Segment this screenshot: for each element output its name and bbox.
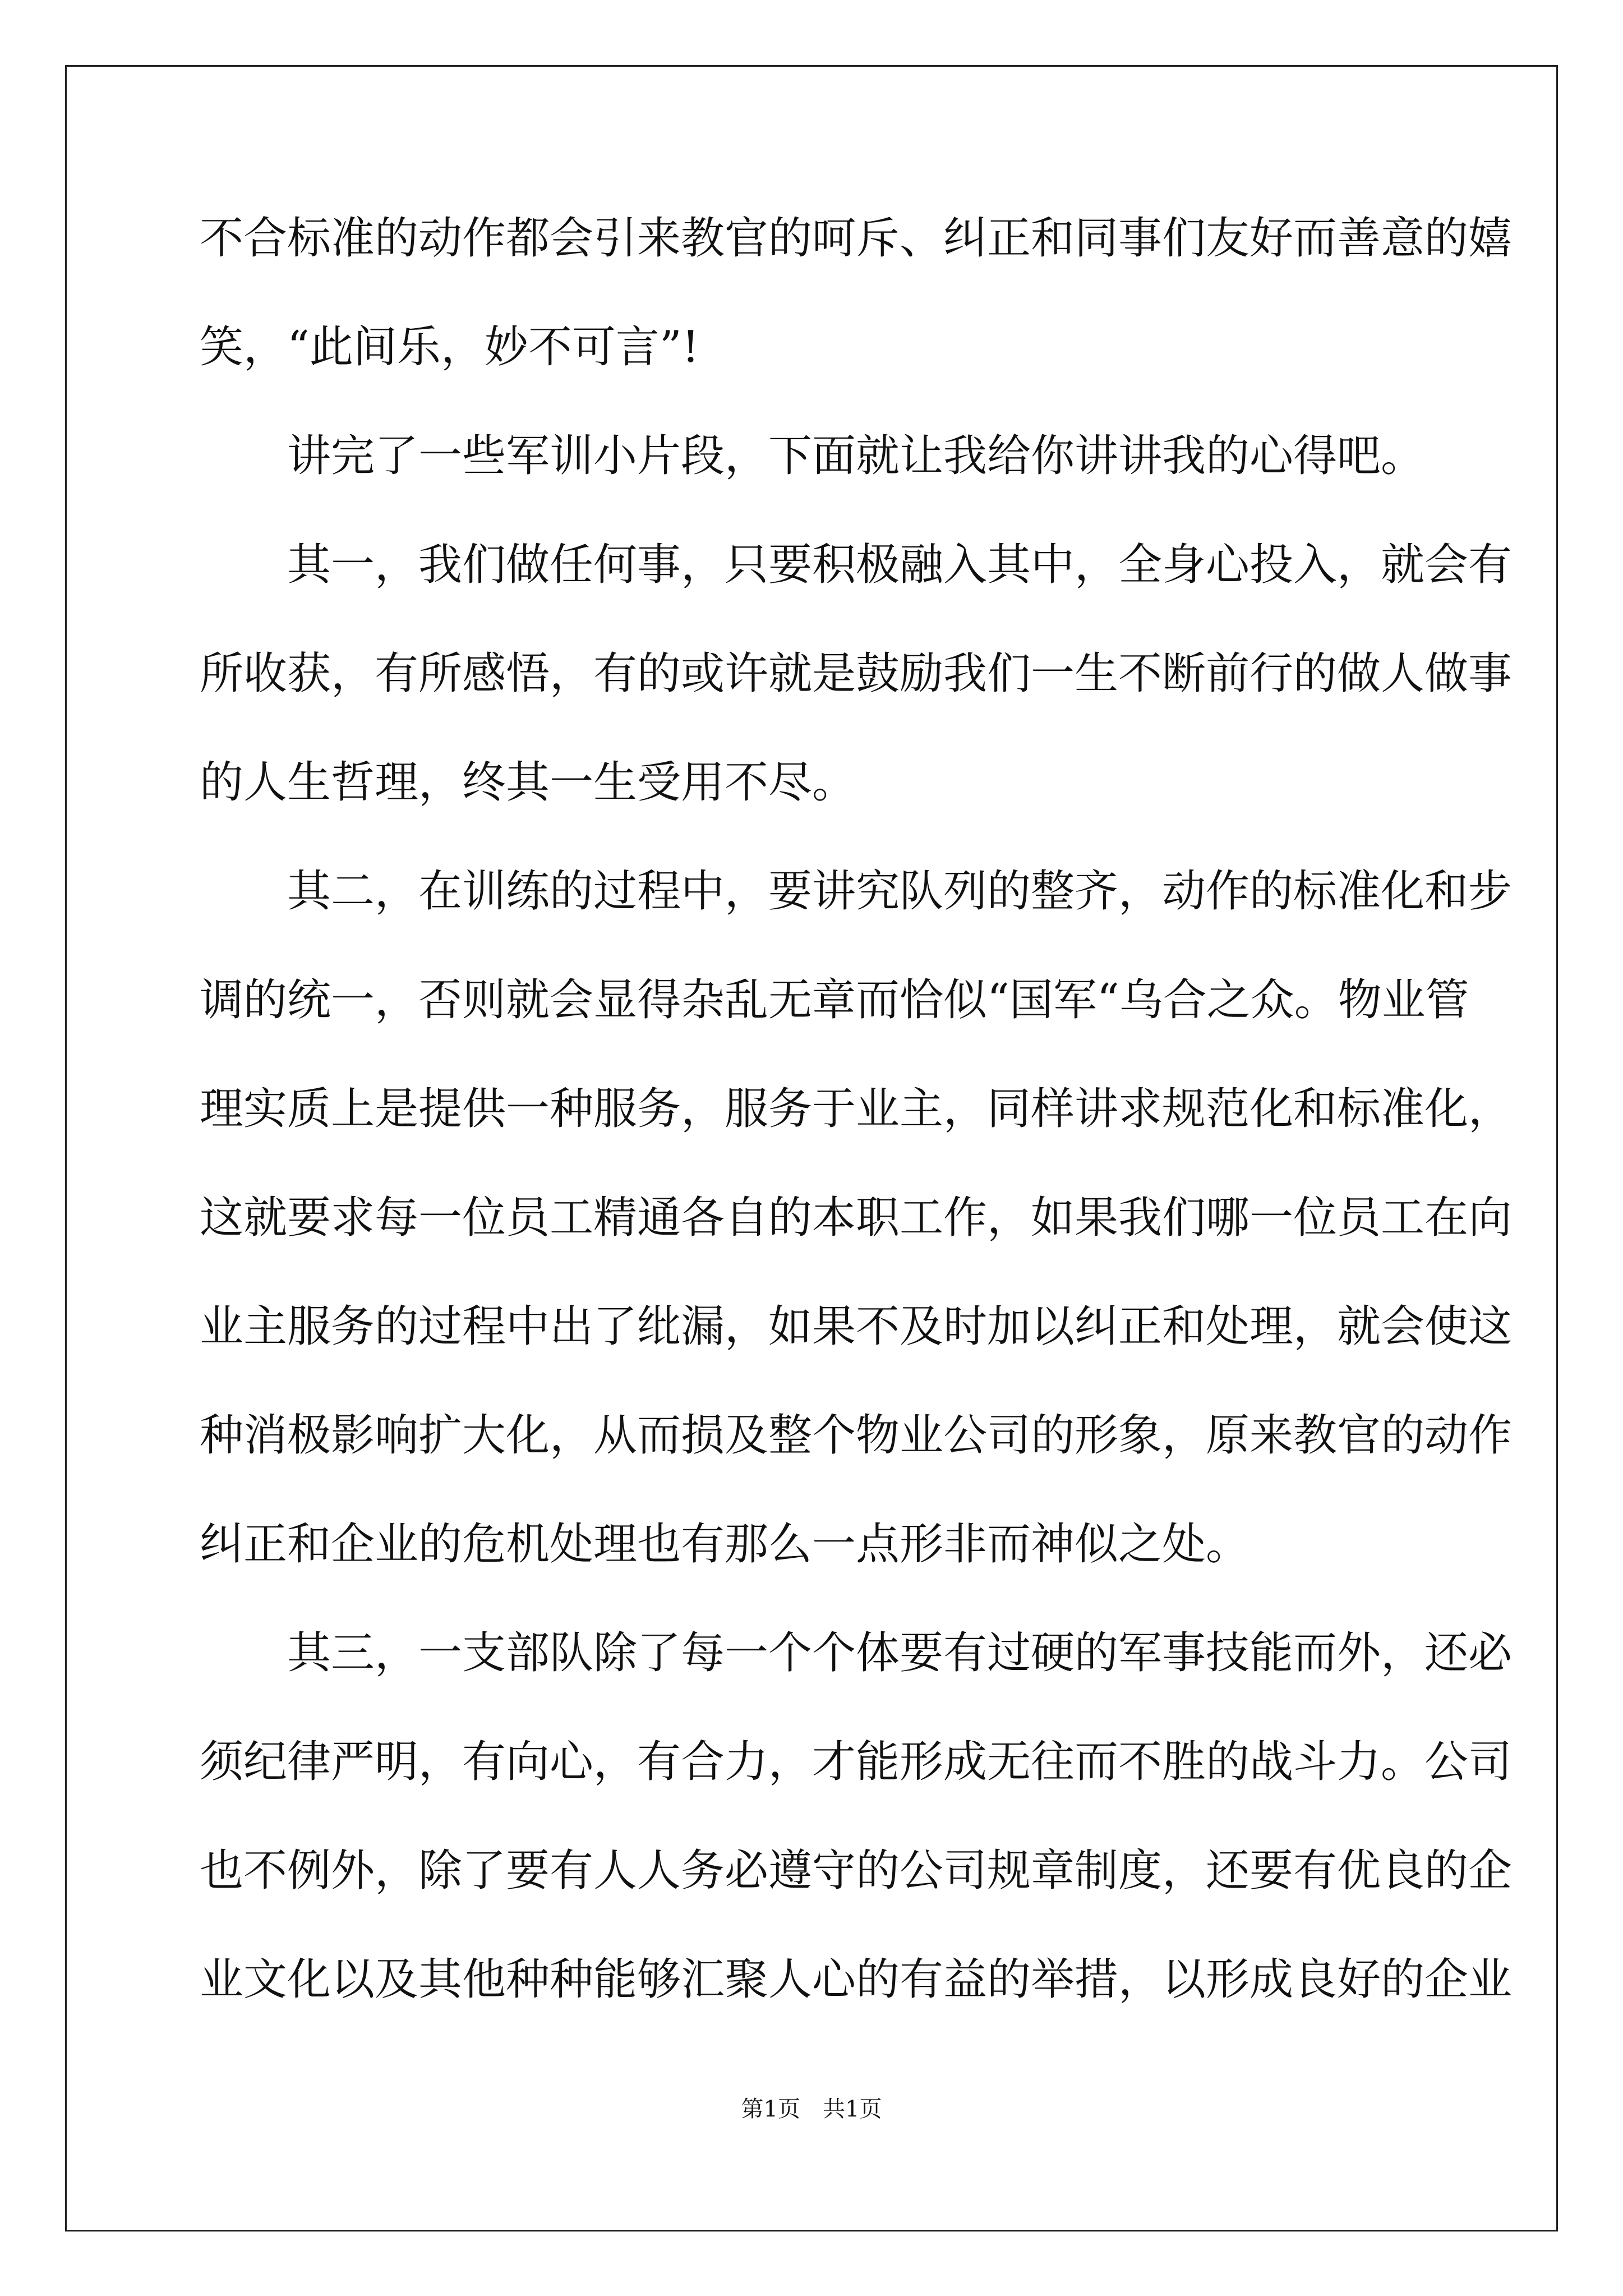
text-line: 调的统一，否则就会显得杂乱无章而恰似“国军“乌合之众。物业管: [200, 975, 1469, 1025]
text-line: 纠正和企业的危机处理也有那么一点形非而神似之处。: [200, 1519, 1250, 1570]
text-line: 须纪律严明，有向心，有合力，才能形成无往而不胜的战斗力。公司: [200, 1737, 1513, 1787]
text-line: 也不例外，除了要有人人务必遵守的公司规章制度，还要有优良的企: [200, 1846, 1513, 1896]
text-line: 业主服务的过程中出了纰漏，如果不及时加以纠正和处理，就会使这: [200, 1301, 1513, 1352]
text-line: 其三，一支部队除了每一个个体要有过硬的军事技能而外，还必: [287, 1628, 1513, 1678]
text-line: 讲完了一些军训小片段，下面就让我给你讲讲我的心得吧。: [287, 431, 1425, 481]
text-line: 所收获，有所感悟，有的或许就是鼓励我们一生不断前行的做人做事: [200, 648, 1513, 699]
text-line: 不合标准的动作都会引来教官的呵斥、纠正和同事们友好而善意的嬉: [200, 213, 1513, 264]
text-line: 理实质上是提供一种服务，服务于业主，同样讲求规范化和标准化，: [200, 1084, 1513, 1134]
text-line: 种消极影响扩大化，从而损及整个物业公司的形象，原来教官的动作: [200, 1410, 1513, 1461]
text-line: 其二，在训练的过程中，要讲究队列的整齐，动作的标准化和步: [287, 866, 1513, 917]
page-number: 第1页 共1页: [741, 2096, 882, 2122]
text-line: 其一，我们做任何事，只要积极融入其中，全身心投入，就会有: [287, 540, 1513, 590]
text-line: 业文化以及其他种种能够汇聚人心的有益的举措，以形成良好的企业: [200, 1954, 1513, 2005]
document-body: [200, 211, 1513, 2061]
text-line: 这就要求每一位员工精通各自的本职工作，如果我们哪一位员工在向: [200, 1193, 1513, 1243]
text-line: 笑，“此间乐，妙不可言”!: [200, 322, 700, 372]
text-line: 的人生哲理，终其一生受用不尽。: [200, 757, 856, 808]
